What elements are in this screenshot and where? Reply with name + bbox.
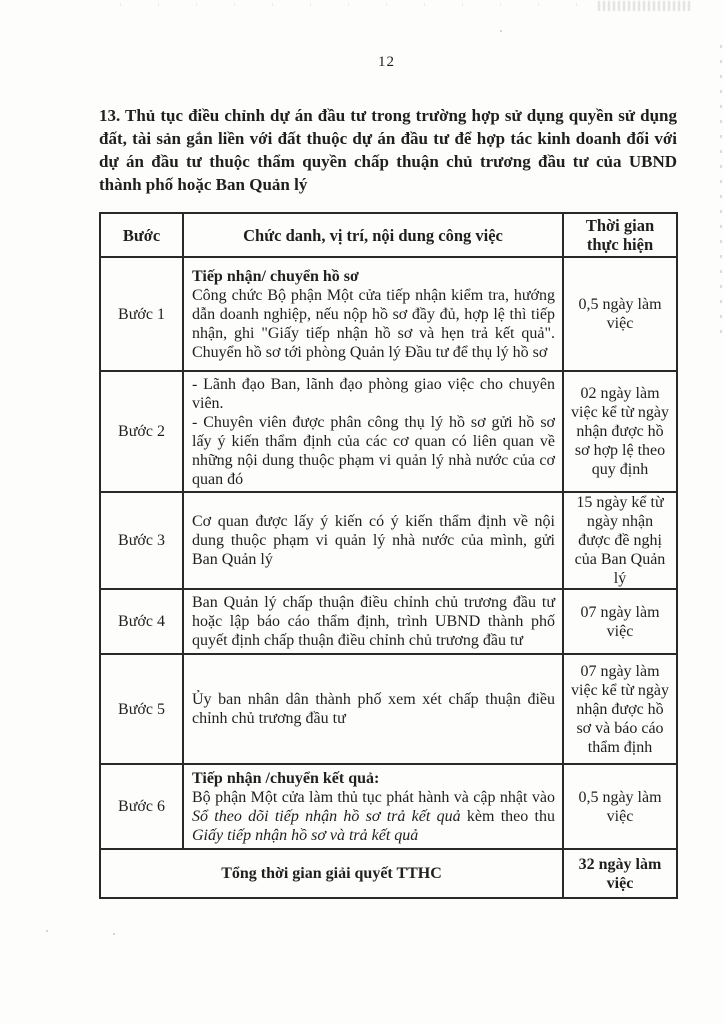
scan-smudge — [598, 1, 690, 11]
procedure-table — [99, 212, 678, 899]
step-cell: Bước 6 — [100, 764, 183, 849]
step-cell: Bước 2 — [100, 371, 183, 492]
time-cell: 0,5 ngày làm việc — [563, 257, 677, 371]
content-paragraph: Ban Quản lý chấp thuận điều chỉnh chủ trương đầu tư hoặc lập báo cáo thẩm định, trình UBND thành phố quyết định chấp thuận điều chỉnh chủ trương đầu tư — [192, 594, 555, 649]
content-paragraph: - Lãnh đạo Ban, lãnh đạo phòng giao việc cho chuyên viên. — [192, 375, 555, 412]
procedure-heading: 13. Thủ tục điều chỉnh dự án đầu tư trong trường hợp sử dụng quyền sử dụng đất, tài sản gắn liền với đất thuộc dự án đầu tư để hợp tác kinh doanh đối với dự án đầu tư thuộc thẩm quyền chấp thuận chủ trương đầu tư của UBND thành phố hoặc Ban Quản lý — [99, 106, 677, 194]
table-row — [100, 492, 677, 589]
content-title: Tiếp nhận/ chuyển hồ sơ — [192, 267, 359, 285]
content-paragraph: Công chức Bộ phận Một cửa tiếp nhận kiểm tra, hướng dẫn doanh nghiệp, nếu nộp hồ sơ đầy đủ, hợp lệ thì tiếp nhận, ghi "Giấy tiếp nhận hồ sơ và hẹn trả kết quả". Chuyển hồ sơ tới phòng Quản lý Đầu tư để thụ lý hồ sơ — [192, 286, 555, 361]
table-row — [100, 764, 677, 849]
scan-speck — [113, 933, 115, 935]
time-cell: 0,5 ngày làm việc — [563, 764, 677, 849]
header-step: Bước — [100, 213, 183, 257]
content-paragraph: Ủy ban nhân dân thành phố xem xét chấp thuận điều chỉnh chủ trương đầu tư — [192, 691, 555, 727]
page-number: 12 — [378, 54, 395, 70]
table-header-row — [100, 213, 677, 257]
time-cell: 07 ngày làm việc — [563, 589, 677, 654]
step-cell: Bước 4 — [100, 589, 183, 654]
scan-edge-marks — [720, 45, 722, 335]
scan-speck — [500, 30, 502, 32]
time-cell: 15 ngày kể từ ngày nhận được đề nghị của Ban Quản lý — [563, 492, 677, 589]
header-time: Thời gian thực hiện — [563, 213, 677, 257]
table-row — [100, 371, 677, 492]
content-cell — [183, 654, 563, 764]
content-paragraph: Bộ phận Một cửa làm thủ tục phát hành và cập nhật vào Sổ theo dõi tiếp nhận hồ sơ trả kết quả kèm theo thu Giấy tiếp nhận hồ sơ và trả kết quả — [192, 788, 555, 844]
table-row — [100, 589, 677, 654]
header-content: Chức danh, vị trí, nội dung công việc — [183, 213, 563, 257]
content-cell — [183, 257, 563, 371]
content-paragraph: - Chuyên viên được phân công thụ lý hồ sơ gửi hồ sơ lấy ý kiến thẩm định của các cơ quan có liên quan về những nội dung thuộc phạm vi quản lý nhà nước của cơ quan đó — [192, 413, 555, 488]
content-cell — [183, 589, 563, 654]
scan-speck — [46, 930, 48, 932]
content-cell — [183, 371, 563, 492]
table-row — [100, 654, 677, 764]
content-cell — [183, 492, 563, 589]
content-title: Tiếp nhận /chuyển kết quả: — [192, 769, 380, 787]
scan-speckles-top — [120, 3, 580, 6]
table-row — [100, 257, 677, 371]
content-cell — [183, 764, 563, 849]
step-cell: Bước 1 — [100, 257, 183, 371]
procedure-table-body — [100, 257, 677, 849]
total-time: 32 ngày làm việc — [563, 849, 677, 898]
total-row — [100, 849, 677, 898]
total-label: Tổng thời gian giải quyết TTHC — [100, 849, 563, 898]
step-cell: Bước 5 — [100, 654, 183, 764]
content-paragraph: Cơ quan được lấy ý kiến có ý kiến thẩm định về nội dung thuộc phạm vi quản lý nhà nước của mình, gửi Ban Quản lý — [192, 513, 555, 568]
step-cell: Bước 3 — [100, 492, 183, 589]
time-cell: 02 ngày làm việc kể từ ngày nhận được hồ sơ hợp lệ theo quy định — [563, 371, 677, 492]
time-cell: 07 ngày làm việc kể từ ngày nhận được hồ sơ và báo cáo thẩm định — [563, 654, 677, 764]
